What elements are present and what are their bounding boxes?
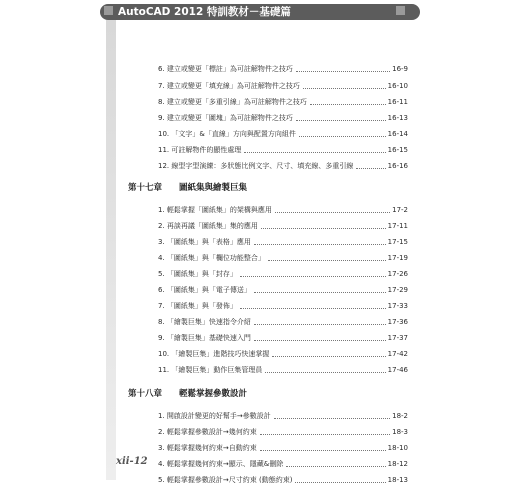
toc-entry-page: 16-14 <box>387 130 408 138</box>
leader-dots <box>356 168 385 169</box>
toc-entry[interactable] <box>158 236 408 248</box>
leader-dots <box>240 276 386 277</box>
toc-entry[interactable] <box>158 80 408 92</box>
toc-entry[interactable] <box>158 426 408 438</box>
chapter-number: 第十八章 <box>128 389 163 399</box>
toc-entry[interactable] <box>158 364 408 376</box>
toc-entry[interactable] <box>158 204 408 216</box>
toc-entry-page: 18-10 <box>387 444 408 452</box>
chapter-number: 第十七章 <box>128 183 163 193</box>
chapter-heading[interactable] <box>128 387 388 401</box>
toc-entry-text: 10. 「繪製巨集」進階技巧快速掌握 <box>158 350 270 358</box>
leader-dots <box>275 212 390 213</box>
leader-dots <box>254 324 386 325</box>
toc-entry-text: 5. 輕鬆掌握參數設計→尺寸約束 (動態約束) <box>158 476 293 484</box>
page-side-strip <box>106 20 116 480</box>
leader-dots <box>254 340 386 341</box>
toc-entry-text: 6. 建立或變更「標註」為可註解物件之技巧 <box>158 65 293 73</box>
leader-dots <box>296 71 390 72</box>
toc-entry-page: 17-2 <box>392 206 408 214</box>
toc-entry-page: 17-37 <box>387 334 408 342</box>
toc-entry[interactable] <box>158 300 408 312</box>
toc-entry-page: 17-36 <box>387 318 408 326</box>
toc-entry-text: 6. 「圖紙集」與「電子傳送」 <box>158 286 251 294</box>
toc-entry[interactable] <box>158 284 408 296</box>
toc-entry-text: 8. 「繪製巨集」快速指令介紹 <box>158 318 251 326</box>
toc-entry-page: 17-29 <box>387 286 408 294</box>
toc-entry-page: 17-46 <box>387 366 408 374</box>
toc-entry[interactable] <box>158 63 408 75</box>
leader-dots <box>260 434 390 435</box>
leader-dots <box>254 244 386 245</box>
header-title: AutoCAD 2012 特訓教材－基礎篇 <box>118 6 291 18</box>
leader-dots <box>240 308 386 309</box>
toc-entry-page: 17-26 <box>387 270 408 278</box>
leader-dots <box>254 292 386 293</box>
page-number: xii-12 <box>116 456 148 467</box>
toc-entry[interactable] <box>158 348 408 360</box>
toc-entry[interactable] <box>158 160 408 172</box>
toc-entry[interactable] <box>158 442 408 454</box>
toc-entry-text: 5. 「圖紙集」與「封存」 <box>158 270 237 278</box>
toc-entry[interactable] <box>158 332 408 344</box>
toc-entry-page: 16-9 <box>392 65 408 73</box>
toc-entry-text: 8. 建立或變更「多重引線」為可註解物件之技巧 <box>158 98 307 106</box>
leader-dots <box>295 482 385 483</box>
toc-entry-text: 3. 輕鬆掌握幾何約束→自動約束 <box>158 444 257 452</box>
toc-entry-text: 2. 再談再議「圖紙集」集的應用 <box>158 222 258 230</box>
toc-entry[interactable] <box>158 96 408 108</box>
toc-entry-page: 17-11 <box>387 222 408 230</box>
toc-entry[interactable] <box>158 252 408 264</box>
toc-entry-page: 17-15 <box>387 238 408 246</box>
toc-entry-page: 17-42 <box>387 350 408 358</box>
toc-entry-text: 11. 「繪製巨集」動作巨集管理員 <box>158 366 263 374</box>
toc-entry-text: 1. 開啟設計變更的好幫手→參數設計 <box>158 412 271 420</box>
toc-entry-page: 18-2 <box>392 412 408 420</box>
toc-entry[interactable] <box>158 112 408 124</box>
toc-entry[interactable] <box>158 144 408 156</box>
toc-entry-text: 11. 可註解物件的顯性處理 <box>158 146 242 154</box>
toc-entry-text: 7. 建立或變更「填充線」為可註解物件之技巧 <box>158 82 300 90</box>
toc-entry-text: 4. 「圖紙集」與「欄位功能整合」 <box>158 254 265 262</box>
toc-entry[interactable] <box>158 268 408 280</box>
leader-dots <box>299 136 386 137</box>
leader-dots <box>296 120 386 121</box>
toc-entry-text: 2. 輕鬆掌握參數設計→幾何約束 <box>158 428 257 436</box>
leader-dots <box>260 450 386 451</box>
toc-entry[interactable] <box>158 474 408 486</box>
leader-dots <box>310 104 386 105</box>
chapter-heading[interactable] <box>128 181 388 195</box>
toc-entry[interactable] <box>158 220 408 232</box>
toc-entry[interactable] <box>158 128 408 140</box>
toc-entry-text: 4. 輕鬆掌握幾何約束→顯示、隱藏&刪除 <box>158 460 284 468</box>
toc-entry[interactable] <box>158 316 408 328</box>
leader-dots <box>244 152 385 153</box>
leader-dots <box>265 372 385 373</box>
header-left-square-icon <box>104 6 113 15</box>
toc-entry[interactable] <box>158 458 408 470</box>
toc-entry-page: 17-19 <box>387 254 408 262</box>
toc-entry-page: 18-12 <box>387 460 408 468</box>
toc-entry-page: 16-15 <box>387 146 408 154</box>
toc-entry-page: 16-10 <box>387 82 408 90</box>
toc-entry-text: 1. 輕鬆掌握「圖紙集」的架構與應用 <box>158 206 272 214</box>
toc-entry-page: 16-16 <box>387 162 408 170</box>
toc-entry-text: 7. 「圖紙集」與「發佈」 <box>158 302 237 310</box>
toc-entry[interactable] <box>158 410 408 422</box>
leader-dots <box>272 356 385 357</box>
toc-entry-text: 3. 「圖紙集」與「表格」應用 <box>158 238 251 246</box>
toc-entry-page: 16-13 <box>387 114 408 122</box>
toc-entry-text: 10. 「文字」&「直線」方向與配置方向組件 <box>158 130 296 138</box>
leader-dots <box>274 418 390 419</box>
toc-entry-page: 17-33 <box>387 302 408 310</box>
chapter-title: 圖紙集與繪製巨集 <box>178 183 247 193</box>
chapter-title: 輕鬆掌握參數設計 <box>178 389 247 399</box>
header-right-square-icon <box>396 6 405 15</box>
leader-dots <box>303 88 386 89</box>
leader-dots <box>268 260 386 261</box>
leader-dots <box>286 466 385 467</box>
toc-entry-text: 12. 線型字型演練：多狀態比例文字、尺寸、填充線、多重引線 <box>158 162 354 170</box>
toc-entry-page: 16-11 <box>387 98 408 106</box>
toc-entry-text: 9. 建立或變更「圖塊」為可註解物件之技巧 <box>158 114 293 122</box>
leader-dots <box>261 228 386 229</box>
toc-entry-text: 9. 「繪製巨集」基礎快速入門 <box>158 334 251 342</box>
toc-entry-page: 18-3 <box>392 428 408 436</box>
toc-entry-page: 18-13 <box>387 476 408 484</box>
